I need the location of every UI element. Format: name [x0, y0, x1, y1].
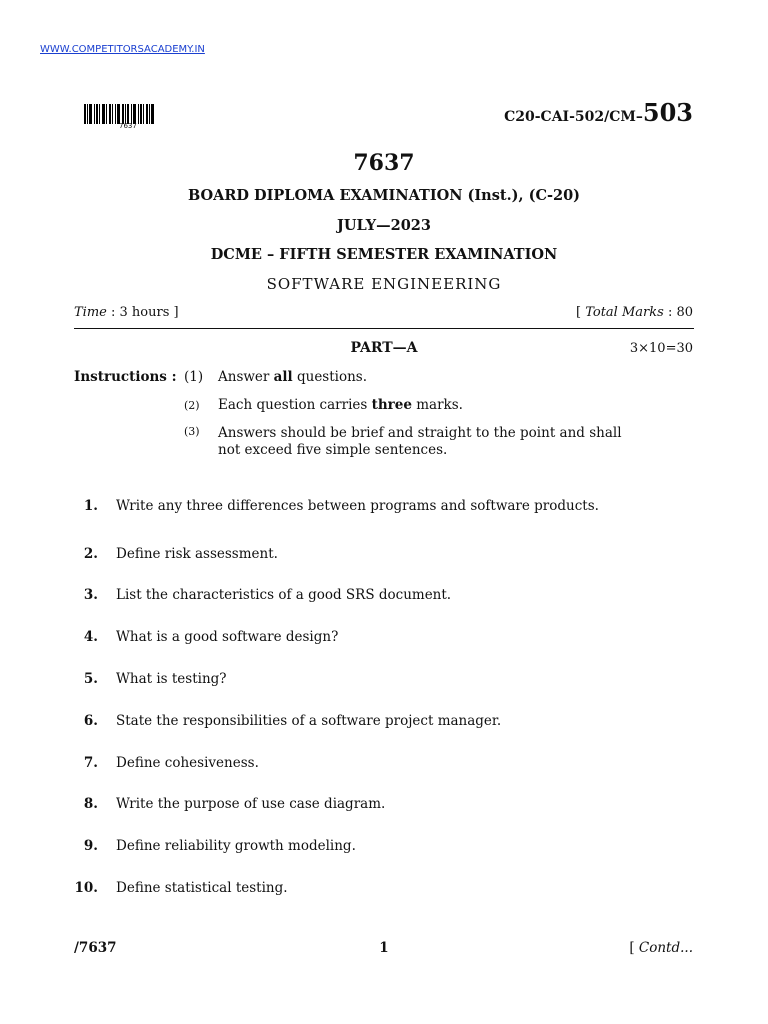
instruction-text: Answer all questions.	[218, 369, 368, 385]
continued-text: Contd...	[638, 940, 693, 956]
question-number: 2.	[83, 546, 98, 562]
question-text: Define cohesiveness.	[116, 755, 259, 771]
question-text: Define risk assessment.	[116, 546, 278, 562]
question-number: 10.	[74, 880, 98, 896]
question-text: State the responsibilities of a software project manager.	[116, 713, 502, 729]
part-marks: 3×10=30	[629, 341, 693, 356]
question-number: 1.	[83, 498, 98, 514]
exam-subject: SOFTWARE ENGINEERING	[266, 275, 502, 293]
question-number: 4.	[83, 629, 98, 645]
question-number: 8.	[83, 796, 98, 812]
paper-code	[504, 98, 693, 127]
exam-semester: DCME – FIFTH SEMESTER EXAMINATION	[210, 246, 558, 263]
marks-open-bracket: [	[576, 305, 586, 320]
time-label: Time	[74, 305, 107, 320]
question-number: 9.	[83, 838, 98, 854]
question-text: Write any three differences between programs and software products.	[116, 498, 599, 514]
site-link[interactable]: WWW.COMPETITORSACADEMY.IN	[40, 44, 205, 55]
question-text: Write the purpose of use case diagram.	[116, 796, 386, 812]
divider	[74, 328, 694, 329]
instruction-text: Answers should be brief and straight to the point and shall not exceed five simple sentences.	[218, 425, 622, 458]
marks-label: Total Marks	[585, 305, 664, 320]
page-number: 1	[379, 940, 389, 956]
question-number: 6.	[83, 713, 98, 729]
paper-number: 7637	[353, 150, 415, 176]
instruction-number: (1)	[184, 369, 204, 385]
question-number: 5.	[83, 671, 98, 687]
instruction-item	[184, 425, 684, 459]
exam-month: JULY—2023	[337, 217, 431, 234]
question-number: 3.	[83, 587, 98, 603]
paper-code-number: 503	[642, 98, 693, 127]
footer-code: /7637	[74, 940, 117, 956]
marks-value: : 80	[667, 305, 693, 320]
instruction-number: (2)	[184, 399, 200, 412]
question-text: Define reliability growth modeling.	[116, 838, 356, 854]
instruction-text: Each question carries three marks.	[218, 397, 463, 413]
instructions-label: Instructions :	[74, 369, 177, 385]
time-value: : 3 hours ]	[111, 305, 179, 320]
marks-info	[576, 305, 693, 320]
question-number: 7.	[83, 755, 98, 771]
paper-code-prefix: C20-CAI-502/CM–	[504, 109, 643, 125]
instruction-item	[184, 397, 684, 413]
question-text: List the characteristics of a good SRS document.	[116, 587, 452, 603]
continued-note	[629, 940, 693, 956]
question-text: Define statistical testing.	[116, 880, 288, 896]
continued-bracket: [	[629, 940, 639, 956]
part-title: PART—A	[350, 340, 418, 356]
question-text: What is a good software design?	[116, 629, 339, 645]
barcode	[84, 104, 170, 124]
instruction-item	[184, 369, 684, 385]
question-text: What is testing?	[116, 671, 227, 687]
barcode-number: 7637	[119, 122, 137, 130]
instruction-number: (3)	[184, 425, 200, 438]
exam-board-title: BOARD DIPLOMA EXAMINATION (Inst.), (C-20)	[187, 187, 581, 204]
time-info	[74, 305, 179, 320]
